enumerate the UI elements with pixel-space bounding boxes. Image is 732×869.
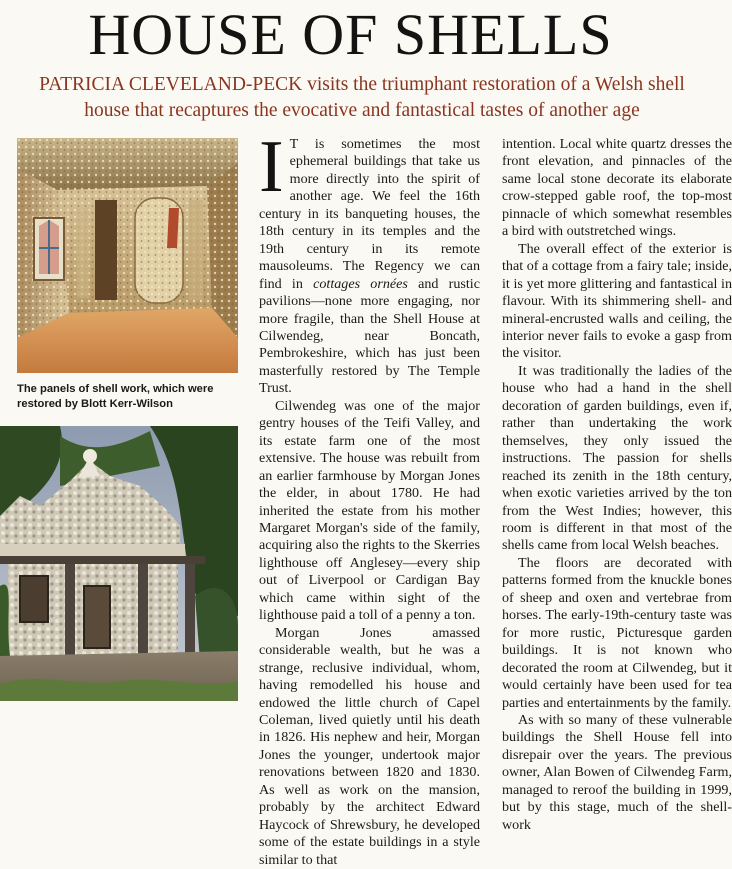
paragraph-5: The overall effect of the exterior is that of a cottage from a fairy tale; inside, it is yet more glittering and fantastical in flavour. With its shimmering shell- and mineral-encrusted walls and ceiling, the interior never fails to evoke a gasp from the visitor. xyxy=(502,240,732,362)
paragraph-3: Morgan Jones amassed considerable wealth, but he was a strange, reclusive individual, whom, having remodelled his house and endowed the little church of Capel Coleman, lived quietly until his death in 1826. His nephew and heir, Morgan Jones the younger, undertook major renovations between 1820 and 1830. As well as work on the mansion, probably by the architect Edward Haycock of Shrewsbury, he developed some of the estate buildings in a style similar to that xyxy=(259,624,480,868)
article-standfirst: PATRICIA CLEVELAND-PECK visits the triumphant restoration of a Welsh shell house that recaptures the evocative and fantastical tastes of another age xyxy=(39,74,685,121)
article-column-middle xyxy=(259,126,480,869)
article-column-right xyxy=(502,136,732,834)
paragraph-8: As with so many of these vulnerable buildings the Shell House fell into disrepair over the years. The previous owner, Alan Bowen of Cilwendeg Farm, managed to reroof the building in 1999, but by this stage, much of the shell-work xyxy=(502,711,732,833)
paragraph-6: It was traditionally the ladies of the house who had a hand in the shell decoration of garden buildings, even if, rather than undertaking the work themselves, they only issued the instructions. The passion for shells reached its zenith in the 18th century, when exotic varieties arrived by the ton from the West Indies; however, this room is different in that most of the shells came from local Welsh beaches. xyxy=(502,362,732,554)
paragraph-1: I T is sometimes the most ephemeral buildings that take us more directly into the spirit of another age. We feel the 16th century in its banqueting houses, the 18th century in its temples and the 19th century in its remote mausoleums. The Regency we can find in cottages ornées and rustic pavilions—none more engaging, nor more fragile, than the Shell House at Cilwendeg, near Boncath, Pembrokeshire, which has just been masterfully restored by The Temple Trust. xyxy=(259,126,480,397)
paragraph-2: Cilwendeg was one of the major gentry houses of the Teifi Valley, and its estate farm one of the most extensive. The house was rebuilt from an earlier farmhouse by Morgan Jones the elder, in about 1780. He had inherited the estate from his mother Margaret Morgan's side of the family, acquiring also the rights to the Skerries lighthouse off Anglesey—every ship out of Liverpool or Cardigan Bay which came within sight of the lighthouse paid a toll of a penny a ton. xyxy=(259,397,480,624)
photo-caption: The panels of shell work, which were restored by Blott Kerr-Wilson xyxy=(17,383,214,410)
paragraph-7: The floors are decorated with patterns formed from the knuckle bones of sheep and oxen and vertebrae from horses. The early-19th-century taste was for more rustic, Picturesque garden buildings. It is not known who decorated the room at Cilwendeg, but it would certainly have been used for tea parties and entertainments by the family. xyxy=(502,554,732,711)
article-title: HOUSE OF SHELLS xyxy=(88,2,613,67)
shell-house-exterior-photo xyxy=(0,426,238,701)
shell-interior-photo xyxy=(17,138,238,373)
drop-cap: I xyxy=(259,126,284,208)
paragraph-4: intention. Local white quartz dresses the front elevation, and pinnacles of the same local stone decorate its elaborate crow-stepped gable roof, the top-most pinnacle of which somewhat resembles a bird with outstretched wings. xyxy=(502,136,732,240)
